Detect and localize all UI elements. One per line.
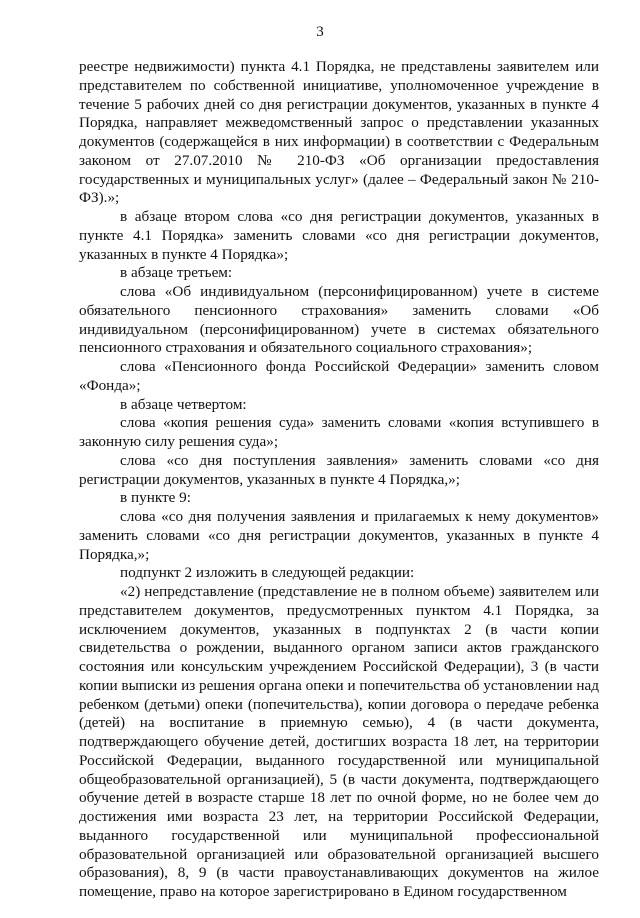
paragraph-continuation: реестре недвижимости) пункта 4.1 Порядка, не представлены заявителем или представителем по собственной инициативе, уполномоченное учреждение в течение 5 рабочих дней со дня регистрации документов, указанных в пункте 4 Порядка, направляет межведомственный запрос о представлении указанных документов (содержащейся в них информации) в соответствии с Федеральным законом от 27.07.2010 № 210-ФЗ «Об организации предоставления государственных и муниципальных услуг» (далее – Федеральный закон № 210-ФЗ).»; bbox=[79, 58, 599, 207]
paragraph: в абзаце втором слова «со дня регистрации документов, указанных в пункте 4.1 Порядка» заменить словами «со дня регистрации документов, указанных в пункте 4 Порядка»; bbox=[79, 208, 599, 263]
paragraph: подпункт 2 изложить в следующей редакции: bbox=[120, 564, 415, 582]
paragraph: слова «со дня получения заявления и прилагаемых к нему документов» заменить словами «со дня регистрации документов, указанных в пункте 4 Порядка,»; bbox=[79, 508, 599, 563]
paragraph: слова «со дня поступления заявления» заменить словами «со дня регистрации документов, указанных в пункте 4 Порядка,»; bbox=[79, 451, 599, 488]
document-body bbox=[79, 58, 599, 902]
page-number: 3 bbox=[316, 24, 324, 40]
paragraph: в абзаце третьем: bbox=[120, 264, 233, 282]
paragraph: в пункте 9: bbox=[120, 489, 191, 507]
paragraph: слова «копия решения суда» заменить словами «копия вступившего в законную силу решения суда»; bbox=[79, 414, 599, 450]
paragraph: слова «Об индивидуальном (персонифицированном) учете в системе обязательного пенсионного страхования» заменить словами «Об индивидуальном (персонифицированном) учете в системах обязательного пенсионного страхования и обязательного социального страхования»; bbox=[79, 283, 599, 357]
paragraph: слова «Пенсионного фонда Российской Федерации» заменить словом «Фонда»; bbox=[79, 358, 599, 394]
paragraph: «2) непредставление (представление не в полном объеме) заявителем или представителем документов, предусмотренных пунктом 4.1 Порядка, за исключением документов, указанных в подпунктах 2 (в части копии свидетельства о рождении, выданного органом записи актов гражданского состояния или консульским учреждением Российской Федерации), 3 (в части копии выписки из решения органа опеки и попечительства об установлении над ребенком (детьми) опеки (попечительства), копии договора о передаче ребенка (детей) на воспитание в приемную семью), 4 (в части документа, подтверждающего обучение детей, достигших возраста 18 лет, на территории Российской Федерации, выданного государственной или муниципальной общеобразовательной организацией), 5 (в части документа, подтверждающего обучение детей в возрасте старше 18 лет по очной форме, но не более чем до достижения ими возраста 23 лет, на территории Российской Федерации, выданного государственной или муниципальной профессиональной образовательной организацией или образовательной организацией высшего образования), 8, 9 (в части правоустанавливающих документов на жилое помещение, право на которое зарегистрировано в Едином государственном bbox=[79, 583, 599, 900]
paragraph: в абзаце четвертом: bbox=[120, 395, 247, 413]
